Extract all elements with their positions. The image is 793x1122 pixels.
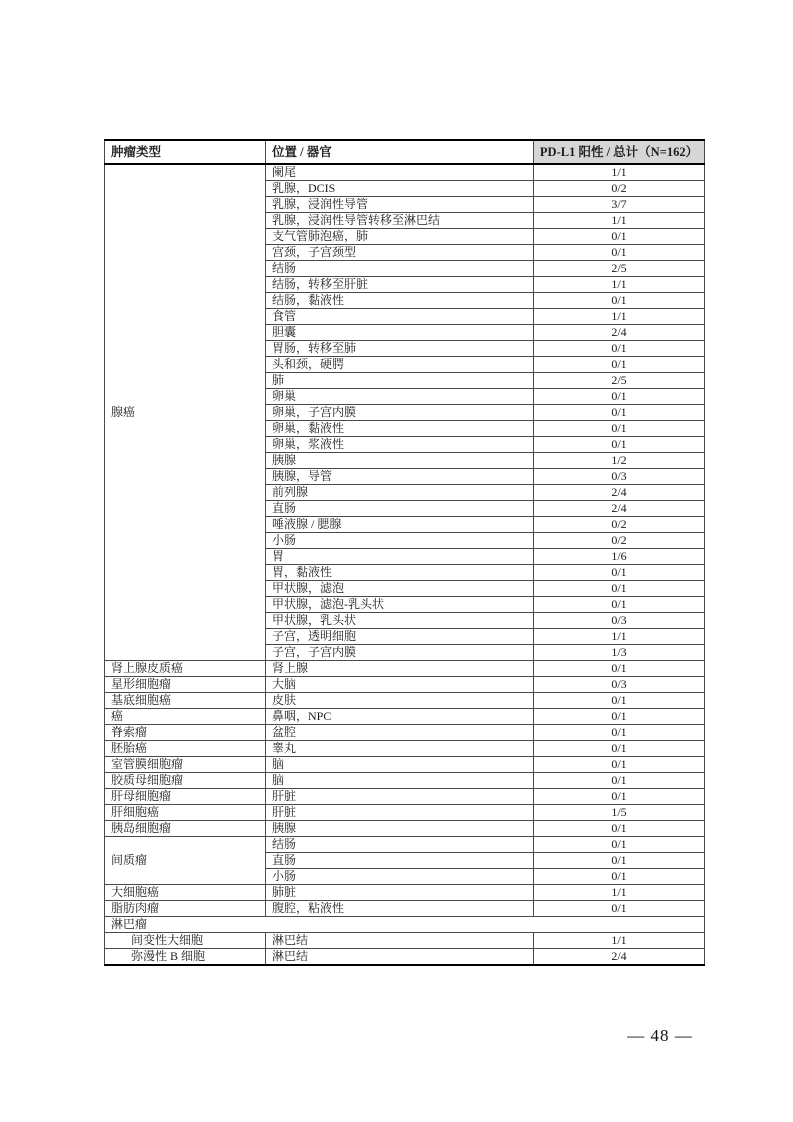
value-cell: 0/1 bbox=[534, 389, 705, 405]
location-cell: 肾上腺 bbox=[266, 661, 534, 677]
location-cell: 卵巢，黏液性 bbox=[266, 421, 534, 437]
value-cell: 0/2 bbox=[534, 517, 705, 533]
tumor-type-cell: 肝母细胞瘤 bbox=[105, 789, 266, 805]
section-label-cell: 淋巴瘤 bbox=[105, 917, 705, 933]
location-cell: 胃 bbox=[266, 549, 534, 565]
table-row bbox=[105, 933, 705, 949]
location-cell: 食管 bbox=[266, 309, 534, 325]
location-cell: 乳腺，DCIS bbox=[266, 181, 534, 197]
location-cell: 睾丸 bbox=[266, 741, 534, 757]
value-cell: 0/1 bbox=[534, 661, 705, 677]
value-cell: 0/1 bbox=[534, 741, 705, 757]
value-cell: 0/1 bbox=[534, 901, 705, 917]
table-row bbox=[105, 164, 705, 181]
value-cell: 2/4 bbox=[534, 325, 705, 341]
table-row bbox=[105, 805, 705, 821]
location-cell: 腹腔，粘液性 bbox=[266, 901, 534, 917]
value-cell: 1/1 bbox=[534, 213, 705, 229]
value-cell: 0/2 bbox=[534, 533, 705, 549]
value-cell: 0/3 bbox=[534, 613, 705, 629]
table-row bbox=[105, 885, 705, 901]
tumor-type-cell: 肝细胞癌 bbox=[105, 805, 266, 821]
location-cell: 结肠，转移至肝脏 bbox=[266, 277, 534, 293]
location-cell: 胃肠，转移至肺 bbox=[266, 341, 534, 357]
header-tumor-type: 肿瘤类型 bbox=[105, 140, 266, 164]
value-cell: 2/4 bbox=[534, 949, 705, 966]
value-cell: 0/1 bbox=[534, 837, 705, 853]
location-cell: 乳腺，浸润性导管转移至淋巴结 bbox=[266, 213, 534, 229]
value-cell: 1/1 bbox=[534, 164, 705, 181]
location-cell: 甲状腺，滤泡-乳头状 bbox=[266, 597, 534, 613]
location-cell: 直肠 bbox=[266, 853, 534, 869]
tumor-type-cell: 腺癌 bbox=[105, 164, 266, 661]
location-cell: 子宫，子宫内膜 bbox=[266, 645, 534, 661]
tumor-type-cell: 间质瘤 bbox=[105, 837, 266, 885]
value-cell: 0/1 bbox=[534, 581, 705, 597]
value-cell: 1/5 bbox=[534, 805, 705, 821]
location-cell: 小肠 bbox=[266, 533, 534, 549]
table-row bbox=[105, 821, 705, 837]
location-cell: 结肠 bbox=[266, 261, 534, 277]
value-cell: 2/5 bbox=[534, 373, 705, 389]
tumor-type-cell: 弥漫性 B 细胞 bbox=[105, 949, 266, 966]
table-row bbox=[105, 693, 705, 709]
tumor-type-cell: 脂肪肉瘤 bbox=[105, 901, 266, 917]
value-cell: 0/1 bbox=[534, 709, 705, 725]
value-cell: 0/1 bbox=[534, 245, 705, 261]
location-cell: 胃，黏液性 bbox=[266, 565, 534, 581]
tumor-type-cell: 胰岛细胞瘤 bbox=[105, 821, 266, 837]
value-cell: 0/1 bbox=[534, 421, 705, 437]
table-header-row bbox=[105, 140, 705, 164]
value-cell: 2/4 bbox=[534, 501, 705, 517]
value-cell: 2/4 bbox=[534, 485, 705, 501]
table-row bbox=[105, 757, 705, 773]
location-cell: 支气管肺泡癌，肺 bbox=[266, 229, 534, 245]
location-cell: 肺 bbox=[266, 373, 534, 389]
location-cell: 唾液腺 / 腮腺 bbox=[266, 517, 534, 533]
table-row bbox=[105, 661, 705, 677]
location-cell: 盆腔 bbox=[266, 725, 534, 741]
value-cell: 0/1 bbox=[534, 405, 705, 421]
value-cell: 1/1 bbox=[534, 933, 705, 949]
header-pdl1-positive-total: PD-L1 阳性 / 总计（N=162） bbox=[534, 140, 705, 164]
value-cell: 0/1 bbox=[534, 229, 705, 245]
tumor-type-cell: 胶质母细胞瘤 bbox=[105, 773, 266, 789]
table-row bbox=[105, 837, 705, 853]
location-cell: 小肠 bbox=[266, 869, 534, 885]
location-cell: 脑 bbox=[266, 773, 534, 789]
location-cell: 宫颈，子宫颈型 bbox=[266, 245, 534, 261]
tumor-type-cell: 室管膜细胞瘤 bbox=[105, 757, 266, 773]
location-cell: 卵巢，浆液性 bbox=[266, 437, 534, 453]
value-cell: 0/1 bbox=[534, 869, 705, 885]
location-cell: 甲状腺，滤泡 bbox=[266, 581, 534, 597]
value-cell: 0/1 bbox=[534, 437, 705, 453]
location-cell: 胰腺，导管 bbox=[266, 469, 534, 485]
location-cell: 阑尾 bbox=[266, 164, 534, 181]
value-cell: 1/6 bbox=[534, 549, 705, 565]
location-cell: 甲状腺，乳头状 bbox=[266, 613, 534, 629]
table-row bbox=[105, 725, 705, 741]
table-row bbox=[105, 677, 705, 693]
location-cell: 子宫，透明细胞 bbox=[266, 629, 534, 645]
value-cell: 2/5 bbox=[534, 261, 705, 277]
value-cell: 0/1 bbox=[534, 773, 705, 789]
value-cell: 1/1 bbox=[534, 277, 705, 293]
location-cell: 淋巴结 bbox=[266, 949, 534, 966]
value-cell: 0/2 bbox=[534, 181, 705, 197]
location-cell: 前列腺 bbox=[266, 485, 534, 501]
value-cell: 0/1 bbox=[534, 341, 705, 357]
location-cell: 皮肤 bbox=[266, 693, 534, 709]
value-cell: 1/2 bbox=[534, 453, 705, 469]
location-cell: 结肠 bbox=[266, 837, 534, 853]
location-cell: 胆囊 bbox=[266, 325, 534, 341]
value-cell: 0/1 bbox=[534, 725, 705, 741]
tumor-type-cell: 脊索瘤 bbox=[105, 725, 266, 741]
value-cell: 0/1 bbox=[534, 565, 705, 581]
value-cell: 1/1 bbox=[534, 309, 705, 325]
page-number: — 48 — bbox=[627, 1026, 693, 1045]
value-cell: 0/3 bbox=[534, 469, 705, 485]
table-row bbox=[105, 949, 705, 966]
location-cell: 头和颈，硬腭 bbox=[266, 357, 534, 373]
location-cell: 脑 bbox=[266, 757, 534, 773]
value-cell: 1/1 bbox=[534, 629, 705, 645]
location-cell: 胰腺 bbox=[266, 453, 534, 469]
location-cell: 卵巢 bbox=[266, 389, 534, 405]
value-cell: 0/3 bbox=[534, 677, 705, 693]
tumor-type-cell: 肾上腺皮质癌 bbox=[105, 661, 266, 677]
value-cell: 3/7 bbox=[534, 197, 705, 213]
tumor-type-cell: 癌 bbox=[105, 709, 266, 725]
pdl1-results-table bbox=[104, 139, 705, 966]
location-cell: 鼻咽，NPC bbox=[266, 709, 534, 725]
location-cell: 淋巴结 bbox=[266, 933, 534, 949]
value-cell: 0/1 bbox=[534, 693, 705, 709]
location-cell: 结肠，黏液性 bbox=[266, 293, 534, 309]
location-cell: 胰腺 bbox=[266, 821, 534, 837]
tumor-type-cell: 间变性大细胞 bbox=[105, 933, 266, 949]
location-cell: 乳腺，浸润性导管 bbox=[266, 197, 534, 213]
table-row bbox=[105, 917, 705, 933]
value-cell: 0/1 bbox=[534, 293, 705, 309]
value-cell: 1/1 bbox=[534, 885, 705, 901]
location-cell: 卵巢，子宫内膜 bbox=[266, 405, 534, 421]
header-location-organ: 位置 / 器官 bbox=[266, 140, 534, 164]
tumor-type-cell: 胚胎癌 bbox=[105, 741, 266, 757]
location-cell: 肝脏 bbox=[266, 789, 534, 805]
table-row bbox=[105, 789, 705, 805]
location-cell: 大脑 bbox=[266, 677, 534, 693]
tumor-type-cell: 大细胞癌 bbox=[105, 885, 266, 901]
table-row bbox=[105, 773, 705, 789]
table-row bbox=[105, 709, 705, 725]
table-row bbox=[105, 741, 705, 757]
value-cell: 0/1 bbox=[534, 821, 705, 837]
table-body bbox=[105, 164, 705, 965]
location-cell: 肺脏 bbox=[266, 885, 534, 901]
tumor-type-cell: 星形细胞瘤 bbox=[105, 677, 266, 693]
location-cell: 直肠 bbox=[266, 501, 534, 517]
value-cell: 1/3 bbox=[534, 645, 705, 661]
value-cell: 0/1 bbox=[534, 597, 705, 613]
value-cell: 0/1 bbox=[534, 357, 705, 373]
tumor-type-cell: 基底细胞癌 bbox=[105, 693, 266, 709]
value-cell: 0/1 bbox=[534, 853, 705, 869]
location-cell: 肝脏 bbox=[266, 805, 534, 821]
value-cell: 0/1 bbox=[534, 789, 705, 805]
table-row bbox=[105, 901, 705, 917]
value-cell: 0/1 bbox=[534, 757, 705, 773]
